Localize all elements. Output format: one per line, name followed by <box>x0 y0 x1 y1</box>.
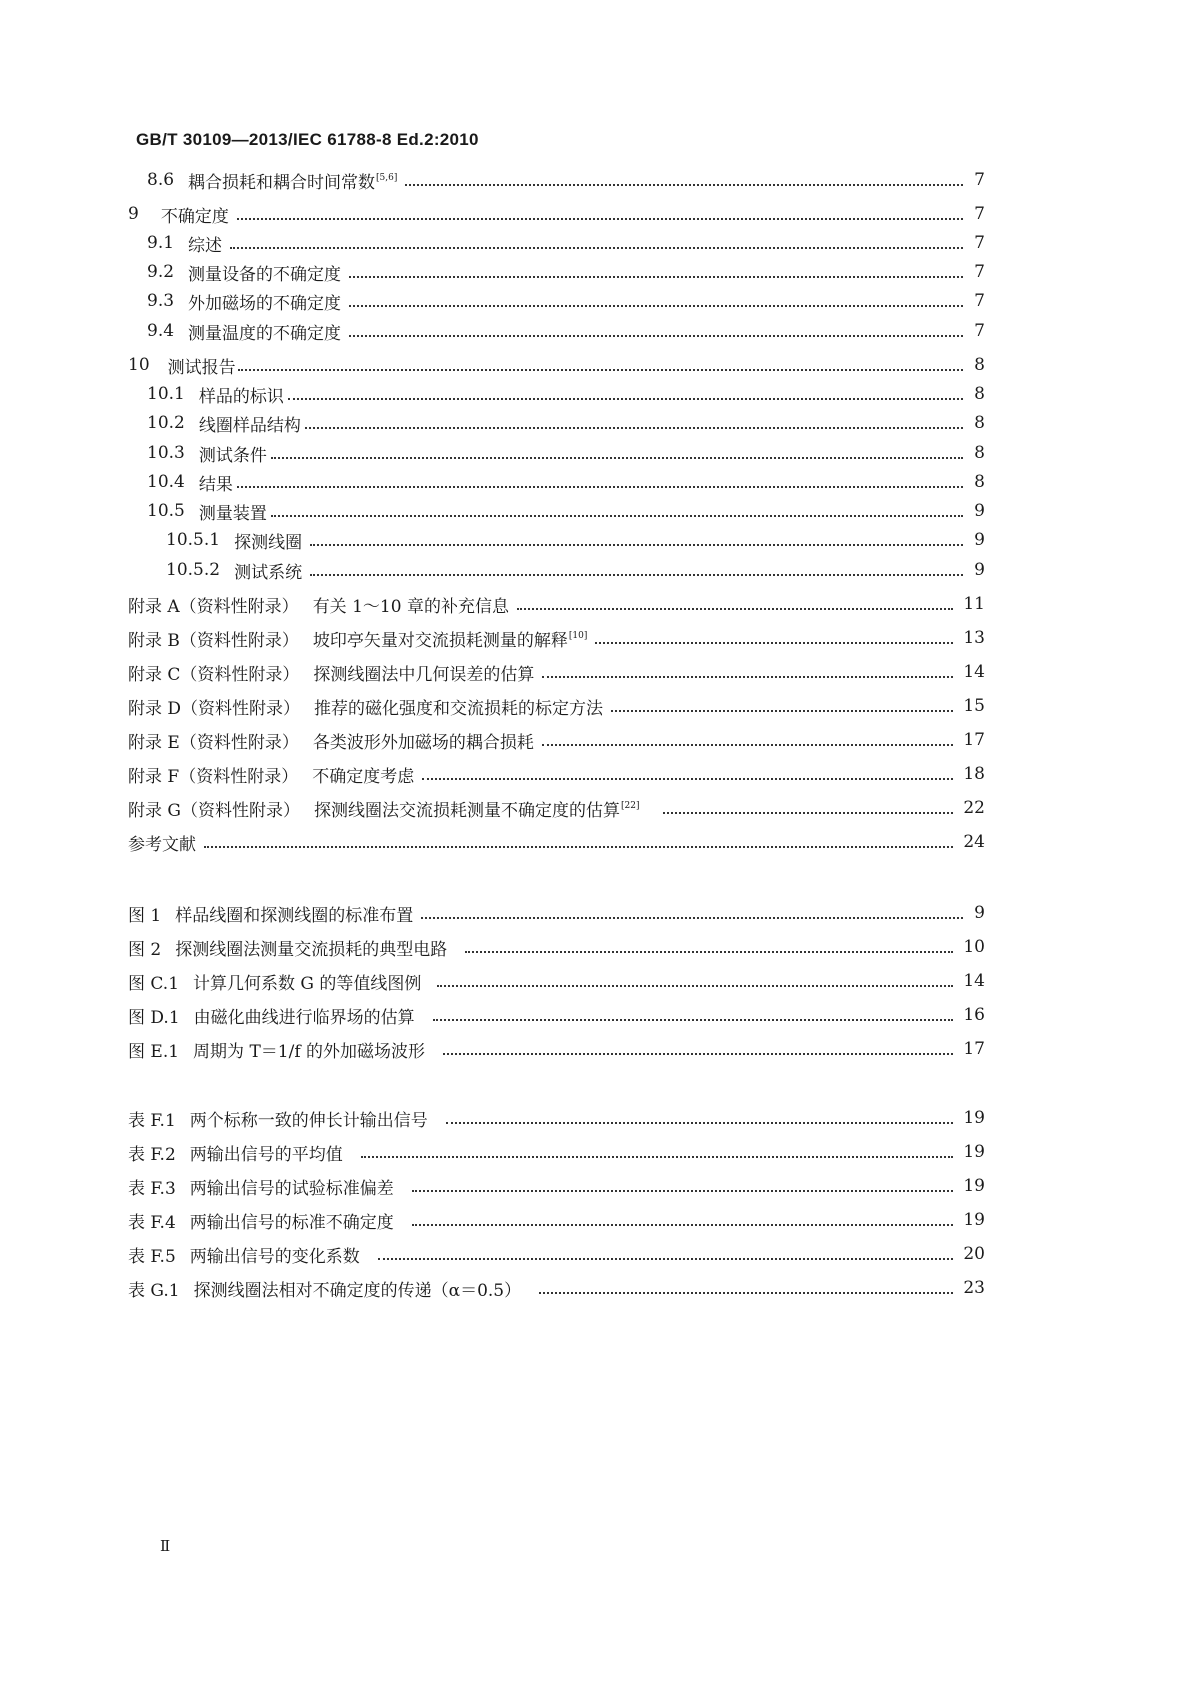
entry-page: 15 <box>963 696 985 716</box>
toc-entry[interactable] <box>128 1275 985 1301</box>
entry-title: 计算几何系数 G 的等值线图例 <box>193 973 422 994</box>
entry-number: 表 F.1 <box>128 1110 176 1131</box>
entry-number: 参考文献 <box>128 834 196 855</box>
entry-page: 8 <box>974 384 985 404</box>
entry-title: 测试条件 <box>198 445 267 466</box>
entry-page: 9 <box>974 560 985 580</box>
toc-entry[interactable] <box>166 527 985 553</box>
entry-page: 20 <box>963 1244 985 1264</box>
dot-leader <box>422 776 953 780</box>
entry-number: 图 1 <box>128 905 162 926</box>
toc-entry[interactable] <box>128 761 985 787</box>
entry-number: 表 F.5 <box>128 1246 176 1267</box>
entry-number: 表 F.2 <box>128 1144 176 1165</box>
dot-leader <box>443 1051 953 1055</box>
entry-page: 7 <box>974 321 985 341</box>
toc-entry[interactable] <box>147 410 985 436</box>
dot-leader <box>412 1188 954 1192</box>
entry-title: 结果 <box>198 474 233 495</box>
entry-title: 测量温度的不确定度 <box>188 323 342 344</box>
toc-entry[interactable] <box>147 440 985 466</box>
entry-page: 10 <box>963 937 985 957</box>
toc-entry[interactable] <box>128 1241 985 1267</box>
entry-number: 10 <box>128 355 150 375</box>
entry-title: 综述 <box>188 235 223 256</box>
entry-title: 周期为 T＝1/f 的外加磁场波形 <box>193 1041 426 1062</box>
entry-page: 7 <box>974 233 985 253</box>
dot-leader <box>237 216 963 220</box>
entry-number: 附录 B（资料性附录） <box>128 630 299 651</box>
toc-entry[interactable] <box>128 1036 985 1062</box>
entry-number: 9.3 <box>147 291 175 311</box>
dot-leader <box>405 182 963 186</box>
entry-title: 坡印亭矢量对交流损耗测量的解释[10] <box>312 630 588 651</box>
toc-entry[interactable] <box>128 795 985 821</box>
dot-leader <box>204 844 953 848</box>
dot-leader <box>433 1017 954 1021</box>
entry-number: 表 F.3 <box>128 1178 176 1199</box>
entry-page: 14 <box>963 971 985 991</box>
entry-number: 10.3 <box>147 443 185 463</box>
toc-entry[interactable] <box>147 381 985 407</box>
dot-leader <box>663 810 953 814</box>
toc-entry[interactable] <box>147 469 985 495</box>
entry-page: 7 <box>974 204 985 224</box>
entry-title: 线圈样品结构 <box>198 415 301 436</box>
entry-number: 附录 F（资料性附录） <box>128 766 299 787</box>
entry-ref: [22] <box>620 800 640 811</box>
entry-page: 9 <box>974 530 985 550</box>
entry-page: 11 <box>963 594 985 614</box>
entry-page: 14 <box>963 662 985 682</box>
dot-leader <box>349 303 963 307</box>
dot-leader <box>421 915 963 919</box>
toc-entry[interactable] <box>128 201 985 227</box>
dot-leader <box>271 455 963 459</box>
toc-entry[interactable] <box>128 900 985 926</box>
dot-leader <box>349 274 963 278</box>
dot-leader <box>361 1154 954 1158</box>
entry-number: 表 F.4 <box>128 1212 176 1233</box>
dot-leader <box>595 640 953 644</box>
entry-page: 18 <box>963 764 985 784</box>
dot-leader <box>310 542 963 546</box>
entry-title: 推荐的磁化强度和交流损耗的标定方法 <box>314 698 604 719</box>
entry-title: 测量装置 <box>198 503 267 524</box>
entry-page: 22 <box>963 798 985 818</box>
entry-title: 外加磁场的不确定度 <box>188 293 342 314</box>
toc-entry[interactable] <box>128 693 985 719</box>
entry-number: 8.6 <box>147 170 175 190</box>
dot-leader <box>465 949 953 953</box>
entry-number: 图 E.1 <box>128 1041 180 1062</box>
toc-entry[interactable] <box>128 968 985 994</box>
dot-leader <box>446 1120 954 1124</box>
entry-title: 测试报告 <box>167 357 236 378</box>
entry-title: 两输出信号的变化系数 <box>189 1246 360 1267</box>
entry-title: 两输出信号的标准不确定度 <box>189 1212 394 1233</box>
entry-title: 两输出信号的试验标准偏差 <box>189 1178 394 1199</box>
toc-entry[interactable] <box>147 318 985 344</box>
entry-number: 图 D.1 <box>128 1007 180 1028</box>
toc-entry[interactable] <box>128 352 985 378</box>
entry-page: 7 <box>974 170 985 190</box>
entry-number: 9.2 <box>147 262 175 282</box>
entry-page: 13 <box>963 628 985 648</box>
entry-title: 不确定度 <box>160 206 229 227</box>
entry-page: 19 <box>963 1142 985 1162</box>
dot-leader <box>437 983 953 987</box>
dot-leader <box>271 513 963 517</box>
dot-leader <box>238 367 963 371</box>
entry-number: 10.5 <box>147 501 185 521</box>
entry-number: 9.4 <box>147 321 175 341</box>
entry-number: 10.2 <box>147 413 185 433</box>
dot-leader <box>542 674 953 678</box>
toc-entry[interactable] <box>128 934 985 960</box>
dot-leader <box>542 742 954 746</box>
entry-title: 探测线圈 <box>234 532 303 553</box>
toc-entry[interactable] <box>128 659 985 685</box>
entry-title: 探测线圈法中几何误差的估算 <box>313 664 535 685</box>
dot-leader <box>517 606 953 610</box>
entry-number: 附录 A（资料性附录） <box>128 596 299 617</box>
entry-number: 9.1 <box>147 233 175 253</box>
entry-title: 探测线圈法交流损耗测量不确定度的估算[22] <box>313 800 640 821</box>
entry-page: 9 <box>974 501 985 521</box>
entry-title: 两个标称一致的伸长计输出信号 <box>189 1110 428 1131</box>
toc-entry[interactable] <box>128 829 985 855</box>
dot-leader <box>349 333 963 337</box>
entry-number: 图 2 <box>128 939 162 960</box>
entry-page: 7 <box>974 291 985 311</box>
entry-title: 测量设备的不确定度 <box>188 264 342 285</box>
toc-entry[interactable] <box>128 1173 985 1199</box>
dot-leader <box>539 1290 953 1294</box>
toc-entry[interactable] <box>128 1105 985 1131</box>
dot-leader <box>378 1256 954 1260</box>
dot-leader <box>230 245 963 249</box>
toc-entry[interactable] <box>128 1207 985 1233</box>
entry-number: 表 G.1 <box>128 1280 180 1301</box>
entry-page: 8 <box>974 443 985 463</box>
toc-entry[interactable] <box>147 230 985 256</box>
document-header: GB/T 30109—2013/IEC 61788-8 Ed.2:2010 <box>136 130 479 149</box>
dot-leader <box>288 396 963 400</box>
entry-page: 16 <box>963 1005 985 1025</box>
entry-number: 10.5.1 <box>166 530 221 550</box>
toc-entry[interactable] <box>147 259 985 285</box>
entry-number: 9 <box>128 204 139 224</box>
toc-entry[interactable] <box>147 167 985 193</box>
toc-entry[interactable] <box>128 625 985 651</box>
toc-entry[interactable] <box>128 1139 985 1165</box>
entry-page: 8 <box>974 355 985 375</box>
entry-title: 各类波形外加磁场的耦合损耗 <box>312 732 534 753</box>
entry-title: 不确定度考虑 <box>312 766 415 787</box>
entry-page: 19 <box>963 1176 985 1196</box>
entry-number: 附录 D（资料性附录） <box>128 698 301 719</box>
entry-title: 测试系统 <box>234 562 303 583</box>
page-number-roman: Ⅱ <box>160 1537 171 1555</box>
entry-page: 9 <box>974 903 985 923</box>
entry-page: 7 <box>974 262 985 282</box>
toc-entry[interactable] <box>166 557 985 583</box>
dot-leader <box>611 708 953 712</box>
entry-title: 两输出信号的平均值 <box>189 1144 343 1165</box>
toc-entry[interactable] <box>147 288 985 314</box>
toc-entry[interactable] <box>128 1002 985 1028</box>
entry-page: 23 <box>963 1278 985 1298</box>
entry-page: 8 <box>974 472 985 492</box>
entry-number: 图 C.1 <box>128 973 180 994</box>
entry-number: 10.5.2 <box>166 560 221 580</box>
entry-title: 有关 1～10 章的补充信息 <box>312 596 509 617</box>
entry-page: 8 <box>974 413 985 433</box>
entry-number: 附录 G（资料性附录） <box>128 800 300 821</box>
entry-title: 样品的标识 <box>198 386 284 407</box>
entry-title: 探测线圈法测量交流损耗的典型电路 <box>175 939 448 960</box>
entry-title: 由磁化曲线进行临界场的估算 <box>193 1007 415 1028</box>
entry-ref: [10] <box>568 630 588 641</box>
dot-leader <box>412 1222 954 1226</box>
dot-leader <box>305 425 963 429</box>
dot-leader <box>310 572 963 576</box>
entry-number: 附录 C（资料性附录） <box>128 664 300 685</box>
entry-number: 10.1 <box>147 384 185 404</box>
entry-page: 19 <box>963 1108 985 1128</box>
entry-title: 样品线圈和探测线圈的标准布置 <box>175 905 414 926</box>
entry-page: 19 <box>963 1210 985 1230</box>
entry-title: 耦合损耗和耦合时间常数[5,6] <box>188 172 398 193</box>
toc-entry[interactable] <box>147 498 985 524</box>
entry-number: 附录 E（资料性附录） <box>128 732 299 753</box>
entry-ref: [5,6] <box>376 172 398 183</box>
toc-entry[interactable] <box>128 727 985 753</box>
entry-title: 探测线圈法相对不确定度的传递（α＝0.5） <box>193 1280 522 1301</box>
entry-page: 24 <box>963 832 985 852</box>
entry-page: 17 <box>963 730 985 750</box>
entry-page: 17 <box>963 1039 985 1059</box>
dot-leader <box>237 484 963 488</box>
toc-entry[interactable] <box>128 591 985 617</box>
entry-number: 10.4 <box>147 472 185 492</box>
